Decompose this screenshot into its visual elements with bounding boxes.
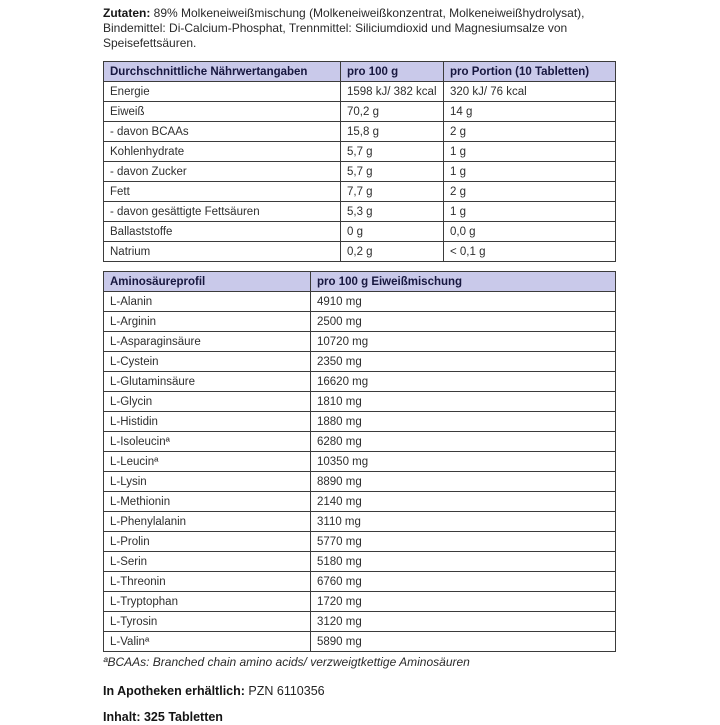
table-cell: Ballaststoffe bbox=[104, 222, 341, 242]
table-row bbox=[104, 122, 616, 142]
table-cell: L-Prolin bbox=[104, 532, 311, 552]
table-row bbox=[104, 492, 616, 512]
table-row bbox=[104, 572, 616, 592]
ingredients-paragraph bbox=[103, 6, 615, 51]
table-cell: 3120 mg bbox=[311, 612, 616, 632]
table-cell: Kohlenhydrate bbox=[104, 142, 341, 162]
column-header: Aminosäureprofil bbox=[104, 272, 311, 292]
table-cell: Eiweiß bbox=[104, 102, 341, 122]
table-row bbox=[104, 552, 616, 572]
table-cell: 2500 mg bbox=[311, 312, 616, 332]
table-cell: 4910 mg bbox=[311, 292, 616, 312]
table-cell: 6760 mg bbox=[311, 572, 616, 592]
table-row bbox=[104, 472, 616, 492]
table-cell: 320 kJ/ 76 kcal bbox=[444, 82, 616, 102]
table-cell: 8890 mg bbox=[311, 472, 616, 492]
table-cell: 7,7 g bbox=[341, 182, 444, 202]
table-cell: L-Tryptophan bbox=[104, 592, 311, 612]
table-cell: 5,7 g bbox=[341, 142, 444, 162]
table-cell: - davon Zucker bbox=[104, 162, 341, 182]
table-cell: 3110 mg bbox=[311, 512, 616, 532]
table-cell: 14 g bbox=[444, 102, 616, 122]
table-cell: L-Phenylalanin bbox=[104, 512, 311, 532]
table-cell: 10720 mg bbox=[311, 332, 616, 352]
ingredients-label: Zutaten: bbox=[103, 6, 151, 20]
column-header: pro 100 g Eiweißmischung bbox=[311, 272, 616, 292]
table-cell: L-Lysin bbox=[104, 472, 311, 492]
table-cell: 5,7 g bbox=[341, 162, 444, 182]
table-cell: L-Glycin bbox=[104, 392, 311, 412]
table-row bbox=[104, 102, 616, 122]
package-content-line bbox=[103, 710, 615, 725]
table-cell: - davon gesättigte Fettsäuren bbox=[104, 202, 341, 222]
table-row bbox=[104, 182, 616, 202]
pharmacy-availability-line bbox=[103, 684, 615, 699]
table-cell: 5180 mg bbox=[311, 552, 616, 572]
table-cell: L-Histidin bbox=[104, 412, 311, 432]
table-cell: 16620 mg bbox=[311, 372, 616, 392]
pharmacy-label: In Apotheken erhältlich: bbox=[103, 684, 245, 698]
table-cell: 2140 mg bbox=[311, 492, 616, 512]
table-row bbox=[104, 452, 616, 472]
table-cell: 1880 mg bbox=[311, 412, 616, 432]
table-row bbox=[104, 162, 616, 182]
table-cell: L-Serin bbox=[104, 552, 311, 572]
table-cell: L-Tyrosin bbox=[104, 612, 311, 632]
nutrition-table bbox=[103, 61, 616, 262]
table-row bbox=[104, 412, 616, 432]
column-header: Durchschnittliche Nährwertangaben bbox=[104, 62, 341, 82]
table-row bbox=[104, 332, 616, 352]
table-cell: Energie bbox=[104, 82, 341, 102]
table-row bbox=[104, 392, 616, 412]
table-row bbox=[104, 142, 616, 162]
table-cell: L-Threonin bbox=[104, 572, 311, 592]
table-cell: 10350 mg bbox=[311, 452, 616, 472]
table-cell: 1 g bbox=[444, 162, 616, 182]
table-cell: 2350 mg bbox=[311, 352, 616, 372]
table-row bbox=[104, 532, 616, 552]
table-row bbox=[104, 612, 616, 632]
pzn-number: PZN 6110356 bbox=[248, 684, 325, 698]
table-row bbox=[104, 512, 616, 532]
column-header: pro Portion (10 Tabletten) bbox=[444, 62, 616, 82]
table-cell: L-Asparaginsäure bbox=[104, 332, 311, 352]
content-value: 325 Tabletten bbox=[143, 710, 223, 724]
table-row bbox=[104, 372, 616, 392]
table-cell: 0,2 g bbox=[341, 242, 444, 262]
table-cell: 6280 mg bbox=[311, 432, 616, 452]
table-row bbox=[104, 632, 616, 652]
table-cell: 0,0 g bbox=[444, 222, 616, 242]
table-cell: L-Glutaminsäure bbox=[104, 372, 311, 392]
table-cell: L-Cystein bbox=[104, 352, 311, 372]
table-cell: 1 g bbox=[444, 142, 616, 162]
table-row bbox=[104, 222, 616, 242]
table-row bbox=[104, 312, 616, 332]
table-cell: L-Valinª bbox=[104, 632, 311, 652]
table-cell: Fett bbox=[104, 182, 341, 202]
table-cell: 1 g bbox=[444, 202, 616, 222]
bcaa-footnote: ªBCAAs: Branched chain amino acids/ verzweigtkettige Aminosäuren bbox=[103, 655, 470, 669]
table-cell: 1810 mg bbox=[311, 392, 616, 412]
table-header-row bbox=[104, 62, 616, 82]
table-cell: 1598 kJ/ 382 kcal bbox=[341, 82, 444, 102]
table-cell: L-Methionin bbox=[104, 492, 311, 512]
table-cell: 70,2 g bbox=[341, 102, 444, 122]
table-cell: L-Isoleucinª bbox=[104, 432, 311, 452]
table-row bbox=[104, 202, 616, 222]
table-cell: 5,3 g bbox=[341, 202, 444, 222]
table-cell: 5890 mg bbox=[311, 632, 616, 652]
table-row bbox=[104, 292, 616, 312]
table-cell: - davon BCAAs bbox=[104, 122, 341, 142]
table-cell: L-Leucinª bbox=[104, 452, 311, 472]
amino-acid-table bbox=[103, 271, 616, 652]
document-content bbox=[103, 6, 615, 725]
table-header-row bbox=[104, 272, 616, 292]
table-row bbox=[104, 242, 616, 262]
table-cell: L-Arginin bbox=[104, 312, 311, 332]
table-row bbox=[104, 352, 616, 372]
table-cell: Natrium bbox=[104, 242, 341, 262]
table-cell: 5770 mg bbox=[311, 532, 616, 552]
content-label: Inhalt: bbox=[103, 710, 141, 724]
table-cell: 1720 mg bbox=[311, 592, 616, 612]
ingredients-text: 89% Molkeneiweißmischung (Molkeneiweißkonzentrat, Molkeneiweißhydrolysat), Bindemittel: Di-Calcium-Phosphat, Trennmittel: Siliciumdioxid und Magnesiumsalze von Speisefettsäuren. bbox=[103, 6, 585, 50]
table-cell: < 0,1 g bbox=[444, 242, 616, 262]
table-cell: 2 g bbox=[444, 182, 616, 202]
table-cell: 15,8 g bbox=[341, 122, 444, 142]
table-row bbox=[104, 592, 616, 612]
table-row bbox=[104, 82, 616, 102]
column-header: pro 100 g bbox=[341, 62, 444, 82]
table-row bbox=[104, 432, 616, 452]
table-cell: L-Alanin bbox=[104, 292, 311, 312]
table-cell: 0 g bbox=[341, 222, 444, 242]
table-cell: 2 g bbox=[444, 122, 616, 142]
